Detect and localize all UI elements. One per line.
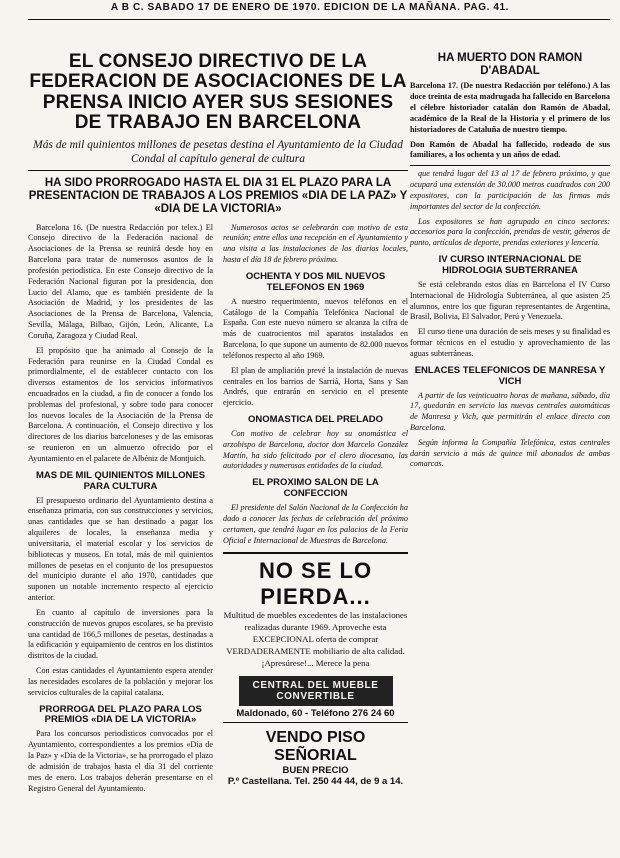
header-rule: [28, 19, 610, 20]
main-subhead: Más de mil quinientos millones de pesetas destina el Ayuntamiento de la Ciudad Condal al capítulo general de cultura: [33, 139, 403, 166]
section-heading: PRORROGA DEL PLAZO PARA LOS PREMIOS «DIA DE LA VICTORIA»: [39, 703, 202, 726]
right-lead: Barcelona 17. (De nuestra Redacción por teléfono.) A las doce treinta de esta madrugada ha fallecido en Barcelona el célebre historiador catalán don Ramón de Abadal, académico de la Real de la Historia y el primero de los historiadores de Cataluña de nuestro tiempo.: [410, 81, 610, 134]
body-paragraph: El propósito que ha animado al Consejo de la Federación para reunirse en la Ciudad Condal es primordialmente, el de establecer contacto con los diversos estamentos de los servicios informativos encuadrados en la ciudad, a fin de conocer a fondo los problemas del profesional, y sobre todo para conocer los nuevos locales de la Asociación de la Prensa de Barcelona. A continuación, el Consejo directivo y los directores de los diarios barceloneses y de las emisoras se reunieron en un almuerzo ofrecido por el Ayuntamiento en el palacete de Albéniz de Montjuich.: [28, 345, 213, 463]
ad-apartment-subtitle: BUEN PRECIO: [282, 764, 349, 776]
right-heading: HA MUERTO DON RAMON D'ABADAL: [437, 52, 583, 78]
body-paragraph: Se está celebrando estos días en Barcelona el IV Curso Internacional de Hidrología Subterránea, al que asisten 25 alumnos, entre los que figuran representantes de Argentina, Brasil, Bolivia, El Salvador, Perú y Venezuela.: [410, 279, 610, 322]
body-paragraph: El curso tiene una duración de seis meses y su finalidad es formar técnicos en el estudio y aprovechamiento de las aguas subterráneas.: [410, 327, 610, 358]
ad-furniture-banner: CENTRAL DEL MUEBLE CONVERTIBLE: [239, 676, 393, 706]
ad-apartment-title: VENDO PISO SEÑORIAL: [265, 728, 366, 764]
right-column: [410, 52, 610, 474]
section-heading: OCHENTA Y DOS MIL NUEVOS TELEFONOS EN 1969: [245, 270, 386, 293]
middle-articles: [223, 223, 408, 547]
body-paragraph: Numerosos actos se celebrarán con motivo de esta reunión; entre ellos una recepción en el Ayuntamiento y una visita a las instalaciones de los diarios locales, hasta el día 18 de febrero próximo.: [223, 222, 408, 265]
rule: [410, 165, 610, 166]
body-paragraph: Con motivo de celebrar hoy su onomástica el arzobispo de Barcelona, doctor don Marcelo González Martín, ha sido felicitado por el clero diocesano, las autoridades y numerosas entidades de la ciudad.: [223, 428, 408, 471]
body-paragraph: El presupuesto ordinario del Ayuntamiento destina a enseñanza primaria, con sus construcciones y servicios, unas cantidades que se han destinado a pagar los alquileres de locales, la enseñanza media y universitaria, el material escolar y los servicios de bibliotecas y museos. En total, más de mil quinientos millones de pesetas en el conjunto de los presupuestos del municipio durante el año 1970, cantidades que suponen un notable incremento respecto al ejercicio anterior.: [28, 495, 213, 603]
right-articles: [410, 169, 610, 470]
right-lead-2: Don Ramón de Abadal ha fallecido, rodeado de sus familiares, a los ochenta y un años de edad.: [410, 139, 610, 160]
ad-furniture-title: NO SE LO PIERDA...: [258, 558, 373, 610]
ad-furniture-text: Multitud de muebles excedentes de las instalaciones realizadas durante 1969. Aproveche esta EXCEPCIONAL oferta de comprar VERDADERAMENTE mobiliario de alta calidad. ¡Apresúrese!... Merece la pena: [223, 610, 408, 668]
body-paragraph: Los expositores se han agrupado en cinco sectores: accesorios para la confección, prendas de vestir, géneros de punto, artículos de deporte, prendas exteriores y lencería.: [410, 216, 610, 248]
section-heading: MAS DE MIL QUINIENTOS MILLONES PARA CULTURA: [35, 469, 206, 492]
article-column-middle: [223, 223, 408, 799]
section-heading: ONOMASTICA DEL PRELADO: [247, 414, 384, 425]
rule: [28, 170, 408, 171]
body-paragraph: En cuanto al capítulo de inversiones para la construcción de nuevos grupos escolares, se ha previsto una cantidad de 166,5 millones de pesetas, destinadas a la edificación y equipamiento de centros en los distintos distritos de la ciudad.: [28, 607, 213, 661]
main-column: [28, 52, 408, 798]
page-header: A B C. SABADO 17 DE ENERO DE 1970. EDICION DE LA MAÑANA. PAG. 41.: [110, 2, 510, 13]
body-paragraph: Según informa la Compañía Telefónica, estas centrales darán servicio a más de quince mil abonados de ambas comarcas.: [410, 437, 610, 469]
secondary-headline: HA SIDO PRORROGADO HASTA EL DIA 31 EL PLAZO PARA LA PRESENTACION DE TRABAJOS A LOS PREMIOS «DIA DE LA PAZ» Y «DIA DE LA VICTORIA»: [28, 176, 408, 216]
body-paragraph: A nuestro requerimiento, nuevos teléfonos en el Catálogo de la Compañía Telefónica Nacional de España. Con este nuevo número se alcanza la cifra de más de cuatrocientos mil aparatos instalados en Barcelona, lo que supone un aumento de 82.000 nuevos teléfonos respecto al año 1969.: [223, 296, 408, 360]
ad-apartment-contact: P.º Castellana. Tel. 250 44 44, de 9 a 14.: [227, 775, 404, 787]
body-paragraph: Barcelona 16. (De nuestra Redacción por telex.) El Consejo directivo de la Federación nacional de Asociaciones de la Prensa se reunirá desde hoy en Barcelona para tratar de numerosos asuntos de la profesión periodística. En este Consejo directivo de la Federación Nacional figuran por la presidencia, don Lucio del Alamo, que es también presidente de la Asociación de Madrid, y los presidentes de las Asociaciones de la Prensa de Barcelona, Valencia, Sevilla, Málaga, Bilbao, Gijón, León, Alicante, La Coruña, Zaragoza y Ciudad Real.: [28, 222, 213, 340]
body-paragraph: El presidente del Salón Nacional de la Confección ha dado a conocer las fechas de celebración del próximo certamen, que tendrá lugar en los palacios de la Feria Oficial e Internacional de Muestras de Barcelona.: [223, 503, 408, 545]
rule: [223, 722, 408, 723]
body-paragraph: Para los concursos periodísticos convocados por el Ayuntamiento, correspondientes a los premios «Día de la Paz» y «Día de la Victoria», se ha prorrogado el plazo de admisión de trabajos hasta el día 31 del corriente mes de enero. Los trabajos deberán presentarse en el Registro General del Ayuntamiento.: [28, 729, 213, 793]
article-column-left: [28, 223, 213, 799]
article-columns: [28, 223, 408, 799]
body-paragraph: Con estas cantidades el Ayuntamiento espera atender las necesidades escolares de la población y mejorar los servicios culturales de la capital catalana.: [28, 666, 213, 697]
body-paragraph: A partir de las veinticuatro horas de mañana, sábado, día 17, quedarán en servicio las nuevas centrales automáticas de Manresa y Vich, que permitirán el enlace directo con Barcelona.: [410, 390, 610, 432]
section-heading: EL PROXIMO SALON DE LA CONFECCION: [252, 477, 379, 500]
body-paragraph: que tendrá lugar del 13 al 17 de febrero próximo, y que ocupará una extensión de 30.000 metros cuadrados con 200 expositores, con la participación de las firmas más importantes del sector de la confección.: [410, 169, 610, 211]
section-heading: IV CURSO INTERNACIONAL DE HIDROLOGIA SUBTERRANEA: [438, 254, 582, 276]
main-headline: EL CONSEJO DIRECTIVO DE LA FEDERACION DE ASOCIACIONES DE LA PRENSA INICIO AYER SUS SESIONES DE TRABAJO EN BARCELONA: [29, 51, 407, 133]
ad-furniture: [223, 552, 408, 718]
body-paragraph: El plan de ampliación prevé la instalación de nuevas centrales en los barrios de Sarriá, Horta, Sans y San Andrés, que entrarán en servicio en el presente ejercicio.: [223, 365, 408, 408]
ad-furniture-address: Maldonado, 60 - Teléfono 276 24 60: [236, 707, 395, 719]
section-heading: ENLACES TELEFONICOS DE MANRESA Y VICH: [414, 364, 606, 387]
